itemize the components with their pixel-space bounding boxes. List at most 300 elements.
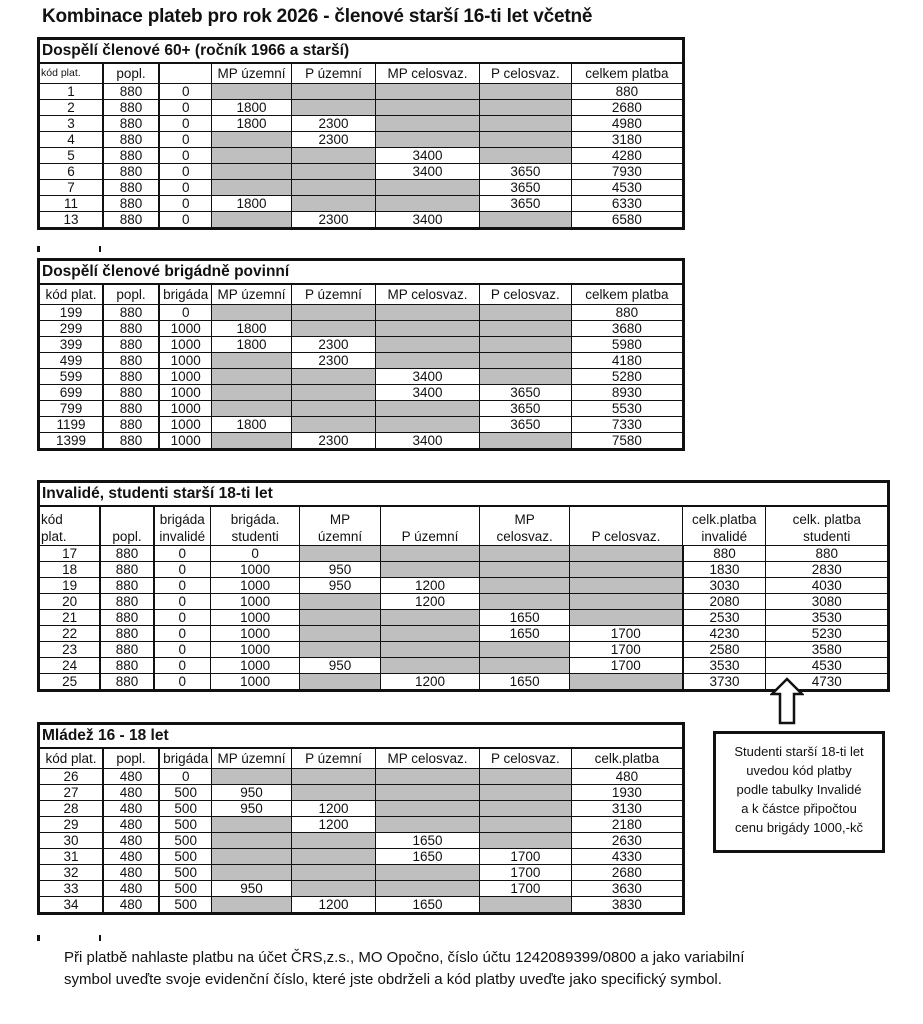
table-cell: 6	[39, 164, 103, 180]
table-cell: 3730	[683, 674, 766, 691]
column-header-line: invalidé	[701, 529, 748, 544]
table-cell: 1700	[479, 865, 571, 881]
table-cell: 880	[103, 148, 159, 164]
table-cell	[212, 401, 291, 417]
table-cell: 0	[154, 674, 211, 691]
table-cell	[376, 305, 480, 321]
table-cell	[479, 897, 571, 914]
table-cell: 2180	[571, 817, 683, 833]
table-cell: 880	[571, 305, 683, 321]
table-cell: 34	[39, 897, 103, 914]
table-cell: 880	[103, 337, 159, 353]
table-row	[39, 865, 684, 881]
table-cell: 1200	[380, 578, 480, 594]
table-cell: 480	[103, 817, 159, 833]
column-header: MP územní	[212, 63, 291, 84]
column-header-line: kód	[41, 512, 63, 527]
table-cell	[291, 369, 376, 385]
note-line: uvedou kód platby	[746, 763, 852, 778]
table-cell: 5230	[766, 626, 889, 642]
table-cell	[212, 385, 291, 401]
column-header-line: P celosvaz.	[591, 529, 661, 544]
column-header: P územní	[291, 284, 376, 305]
table-cell	[291, 100, 376, 116]
table-cell: 1200	[380, 594, 480, 610]
table-row	[39, 353, 684, 369]
table-cell: 3400	[376, 212, 480, 229]
table-cell	[212, 897, 291, 914]
table-cell: 480	[103, 833, 159, 849]
table-cell: 6580	[571, 212, 683, 229]
table-cell: 1199	[39, 417, 103, 433]
table-cell: 880	[100, 658, 154, 674]
table-adults-brigade	[37, 258, 685, 451]
table-cell	[291, 865, 376, 881]
table-row	[39, 337, 684, 353]
table-cell: 1650	[480, 674, 570, 691]
table-cell	[212, 353, 291, 369]
table-cell: 3580	[766, 642, 889, 658]
column-header: brigáda	[159, 748, 212, 769]
table-cell: 0	[159, 196, 212, 212]
table-cell: 880	[100, 578, 154, 594]
table-row	[39, 100, 684, 116]
table-cell	[212, 180, 291, 196]
table-cell: 3	[39, 116, 103, 132]
column-header	[210, 506, 300, 546]
table-cell: 0	[159, 180, 212, 196]
table-cell: 500	[159, 817, 212, 833]
table-cell: 880	[103, 417, 159, 433]
column-header	[380, 506, 480, 546]
note-line: cenu brigády 1000,-kč	[735, 820, 863, 835]
table-cell	[480, 594, 570, 610]
table-cell	[291, 785, 376, 801]
table-cell: 1000	[159, 385, 212, 401]
table-cell	[376, 785, 480, 801]
table-invalids-students	[37, 480, 890, 692]
table-cell	[376, 196, 480, 212]
table-cell: 500	[159, 897, 212, 914]
table-cell	[479, 801, 571, 817]
table-cell: 3130	[571, 801, 683, 817]
table-cell: 0	[154, 626, 211, 642]
table-cell: 0	[159, 148, 212, 164]
table-cell: 0	[159, 84, 212, 100]
table-cell: 880	[100, 642, 154, 658]
table-cell: 880	[103, 180, 159, 196]
table-cell: 1700	[479, 849, 571, 865]
column-header: kód plat.	[39, 284, 103, 305]
table-cell: 880	[103, 401, 159, 417]
table-cell	[480, 562, 570, 578]
table-row	[39, 148, 684, 164]
table-cell: 32	[39, 865, 103, 881]
table-cell: 480	[103, 881, 159, 897]
table-cell: 7	[39, 180, 103, 196]
table-cell: 3650	[479, 401, 571, 417]
table-cell	[212, 769, 291, 785]
table-row	[39, 305, 684, 321]
table-cell: 950	[212, 881, 291, 897]
table-cell: 4230	[683, 626, 766, 642]
table-row	[39, 180, 684, 196]
column-header-line: invalidé	[159, 529, 206, 544]
column-header: MP celosvaz.	[376, 63, 480, 84]
column-header: P celosvaz.	[479, 284, 571, 305]
table-cell: 880	[103, 433, 159, 450]
table-cell	[569, 562, 682, 578]
table-cell: 4280	[571, 148, 683, 164]
column-header: celk.platba	[571, 748, 683, 769]
column-header-line: P územní	[401, 529, 459, 544]
header-row	[39, 284, 684, 305]
table-row	[39, 642, 889, 658]
table-cell: 21	[39, 610, 101, 626]
table-row	[39, 321, 684, 337]
table-cell: 1650	[376, 849, 480, 865]
table-cell: 3650	[479, 417, 571, 433]
table-cell: 2580	[683, 642, 766, 658]
table-cell: 880	[103, 132, 159, 148]
column-header: popl.	[103, 63, 159, 84]
border-spill	[37, 246, 40, 252]
table-cell: 3650	[479, 196, 571, 212]
table-cell	[376, 84, 480, 100]
table-cell: 1000	[210, 594, 300, 610]
table-cell	[212, 212, 291, 229]
table-cell	[376, 337, 480, 353]
table-cell	[300, 594, 380, 610]
table-cell: 3400	[376, 369, 480, 385]
table-cell	[376, 817, 480, 833]
table-cell: 2680	[571, 865, 683, 881]
table-cell: 5280	[571, 369, 683, 385]
table-cell: 1000	[210, 658, 300, 674]
table-cell: 3830	[571, 897, 683, 914]
table-cell: 6330	[571, 196, 683, 212]
table-cell	[212, 132, 291, 148]
column-header: popl.	[103, 284, 159, 305]
note-line: Studenti starší 18-ti let	[734, 744, 864, 759]
table-cell: 880	[100, 626, 154, 642]
table-cell: 880	[103, 196, 159, 212]
table-cell	[376, 417, 480, 433]
table-cell: 880	[766, 546, 889, 562]
column-header-line: brigáda.	[230, 512, 280, 527]
header-row	[39, 63, 684, 84]
table-cell: 8930	[571, 385, 683, 401]
table-row	[39, 84, 684, 100]
table-cell: 3530	[683, 658, 766, 674]
section-title: Invalidé, studenti starší 18-ti let	[39, 482, 889, 507]
table-row	[39, 849, 684, 865]
table-cell	[479, 785, 571, 801]
column-header	[100, 506, 154, 546]
table-cell: 480	[103, 785, 159, 801]
table-cell: 299	[39, 321, 103, 337]
table-cell: 24	[39, 658, 101, 674]
table-cell: 880	[103, 385, 159, 401]
column-header-line: plat.	[41, 529, 67, 544]
table-cell	[569, 594, 682, 610]
column-header	[159, 63, 212, 84]
table-cell: 1800	[212, 321, 291, 337]
column-header-line: studenti	[231, 529, 279, 544]
table-cell	[380, 562, 480, 578]
table-cell	[479, 817, 571, 833]
table-cell	[479, 212, 571, 229]
table-cell: 3400	[376, 433, 480, 450]
table-cell: 28	[39, 801, 103, 817]
table-cell: 4030	[766, 578, 889, 594]
column-header	[766, 506, 889, 546]
table-cell	[212, 817, 291, 833]
table-cell: 480	[103, 801, 159, 817]
table-cell	[479, 369, 571, 385]
table-cell: 3180	[571, 132, 683, 148]
table-cell	[569, 546, 682, 562]
table-cell: 1800	[212, 116, 291, 132]
header-row	[39, 748, 684, 769]
table-row	[39, 785, 684, 801]
table-cell	[291, 148, 376, 164]
column-header: MP celosvaz.	[376, 284, 480, 305]
table-cell	[380, 642, 480, 658]
table-cell: 5530	[571, 401, 683, 417]
payment-instructions	[64, 947, 884, 991]
table-cell: 4	[39, 132, 103, 148]
table-cell: 399	[39, 337, 103, 353]
table-cell	[212, 849, 291, 865]
table-row	[39, 674, 889, 691]
table-cell: 880	[100, 546, 154, 562]
table-cell: 480	[103, 897, 159, 914]
table-cell: 3400	[376, 385, 480, 401]
table-cell	[291, 833, 376, 849]
table-cell: 3400	[376, 148, 480, 164]
table-cell: 880	[103, 305, 159, 321]
table-cell: 4530	[571, 180, 683, 196]
header-row	[39, 506, 889, 546]
up-arrow-icon	[770, 677, 804, 725]
table-row	[39, 817, 684, 833]
table-cell	[569, 610, 682, 626]
table-cell: 0	[154, 562, 211, 578]
table-cell: 500	[159, 833, 212, 849]
table-cell: 1000	[159, 401, 212, 417]
table-cell: 699	[39, 385, 103, 401]
table-cell: 29	[39, 817, 103, 833]
table-cell: 0	[154, 642, 211, 658]
table-cell: 3650	[479, 385, 571, 401]
table-adults-60plus	[37, 37, 685, 230]
table-cell: 500	[159, 865, 212, 881]
table-cell: 880	[100, 562, 154, 578]
table-cell: 1	[39, 84, 103, 100]
table-cell: 880	[103, 321, 159, 337]
table-cell: 4730	[766, 674, 889, 691]
table-cell: 0	[154, 546, 211, 562]
table-cell	[479, 100, 571, 116]
table-cell: 950	[300, 562, 380, 578]
table-cell: 950	[300, 578, 380, 594]
footer-line: Při platbě nahlaste platbu na účet ČRS,z.s., MO Opočno, číslo účtu 1242089399/0800 a jako variabilní	[64, 949, 745, 966]
column-header-line: popl.	[112, 529, 142, 544]
table-row	[39, 769, 684, 785]
table-row	[39, 417, 684, 433]
table-cell: 2300	[291, 212, 376, 229]
table-cell: 0	[159, 132, 212, 148]
table-cell	[480, 658, 570, 674]
table-row	[39, 594, 889, 610]
table-cell	[212, 433, 291, 450]
table-cell: 2680	[571, 100, 683, 116]
table-cell	[300, 626, 380, 642]
table-cell: 480	[103, 849, 159, 865]
table-row	[39, 116, 684, 132]
table-cell: 7930	[571, 164, 683, 180]
table-cell: 3080	[766, 594, 889, 610]
table-cell: 4530	[766, 658, 889, 674]
table-row	[39, 658, 889, 674]
table-cell: 1830	[683, 562, 766, 578]
note-line: podle tabulky Invalidé	[736, 782, 862, 797]
table-cell	[300, 642, 380, 658]
table-row	[39, 433, 684, 450]
note-line: a k částce připočtou	[741, 801, 857, 816]
border-spill	[37, 935, 40, 941]
column-header-line: celk.platba	[692, 512, 757, 527]
table-cell: 500	[159, 801, 212, 817]
table-cell: 1200	[291, 801, 376, 817]
table-cell	[376, 353, 480, 369]
table-cell: 17	[39, 546, 101, 562]
table-cell	[291, 321, 376, 337]
table-row	[39, 546, 889, 562]
table-cell	[479, 769, 571, 785]
table-cell: 480	[103, 865, 159, 881]
table-cell: 18	[39, 562, 101, 578]
table-cell: 880	[100, 674, 154, 691]
column-header	[39, 506, 101, 546]
table-cell: 2830	[766, 562, 889, 578]
table-cell: 1000	[210, 642, 300, 658]
table-cell: 11	[39, 196, 103, 212]
table-row	[39, 164, 684, 180]
column-header: kód plat.	[39, 63, 103, 84]
table-row	[39, 196, 684, 212]
table-cell: 3680	[571, 321, 683, 337]
table-cell: 27	[39, 785, 103, 801]
table-row	[39, 578, 889, 594]
table-cell: 1800	[212, 417, 291, 433]
table-cell: 0	[159, 212, 212, 229]
column-header-line: MP	[329, 512, 351, 527]
column-header: kód plat.	[39, 748, 103, 769]
table-cell	[291, 180, 376, 196]
table-cell: 3650	[479, 164, 571, 180]
table-cell: 7330	[571, 417, 683, 433]
table-cell	[479, 148, 571, 164]
table-cell: 3530	[766, 610, 889, 626]
section-title: Dospělí členové brigádně povinní	[39, 260, 684, 285]
table-cell: 3630	[571, 881, 683, 897]
table-cell: 1000	[210, 610, 300, 626]
table-cell: 0	[154, 610, 211, 626]
table-cell: 880	[100, 594, 154, 610]
table-cell: 1800	[212, 337, 291, 353]
table-cell	[376, 321, 480, 337]
table-cell: 880	[103, 100, 159, 116]
table-cell	[479, 337, 571, 353]
table-cell	[376, 180, 480, 196]
table-cell: 1650	[376, 833, 480, 849]
table-row	[39, 385, 684, 401]
table-cell: 1000	[210, 562, 300, 578]
table-cell: 1399	[39, 433, 103, 450]
table-cell: 500	[159, 881, 212, 897]
border-spill	[99, 246, 101, 252]
table-cell	[291, 385, 376, 401]
table-cell: 0	[159, 164, 212, 180]
table-cell: 1000	[159, 337, 212, 353]
table-cell	[479, 353, 571, 369]
table-cell: 0	[159, 116, 212, 132]
table-youth-16-18	[37, 722, 685, 915]
page-title: Kombinace plateb pro rok 2026 - členové starší 16-ti let včetně	[42, 6, 593, 27]
column-header: MP celosvaz.	[376, 748, 480, 769]
table-cell: 22	[39, 626, 101, 642]
table-cell: 1700	[569, 626, 682, 642]
table-cell: 0	[159, 100, 212, 116]
table-row	[39, 401, 684, 417]
table-cell: 2	[39, 100, 103, 116]
table-cell	[380, 546, 480, 562]
column-header: celkem platba	[571, 63, 683, 84]
table-cell	[291, 417, 376, 433]
table-cell: 480	[571, 769, 683, 785]
table-cell	[479, 116, 571, 132]
table-cell: 7580	[571, 433, 683, 450]
table-cell: 880	[683, 546, 766, 562]
table-cell: 1200	[291, 817, 376, 833]
table-cell: 880	[103, 369, 159, 385]
table-cell	[212, 305, 291, 321]
table-cell: 1000	[210, 626, 300, 642]
column-header-line: brigáda	[159, 512, 205, 527]
table-cell: 33	[39, 881, 103, 897]
column-header: P celosvaz.	[479, 63, 571, 84]
table-cell: 19	[39, 578, 101, 594]
table-cell: 880	[103, 164, 159, 180]
table-cell: 3650	[479, 180, 571, 196]
table-cell	[376, 865, 480, 881]
table-cell: 5	[39, 148, 103, 164]
table-cell	[291, 84, 376, 100]
table-cell: 2300	[291, 433, 376, 450]
table-cell: 0	[154, 578, 211, 594]
table-cell	[212, 865, 291, 881]
table-cell	[300, 546, 380, 562]
table-cell: 1800	[212, 196, 291, 212]
table-cell	[480, 642, 570, 658]
table-cell: 31	[39, 849, 103, 865]
column-header	[683, 506, 766, 546]
table-cell: 480	[103, 769, 159, 785]
column-header-line: studenti	[803, 529, 851, 544]
table-cell: 0	[210, 546, 300, 562]
